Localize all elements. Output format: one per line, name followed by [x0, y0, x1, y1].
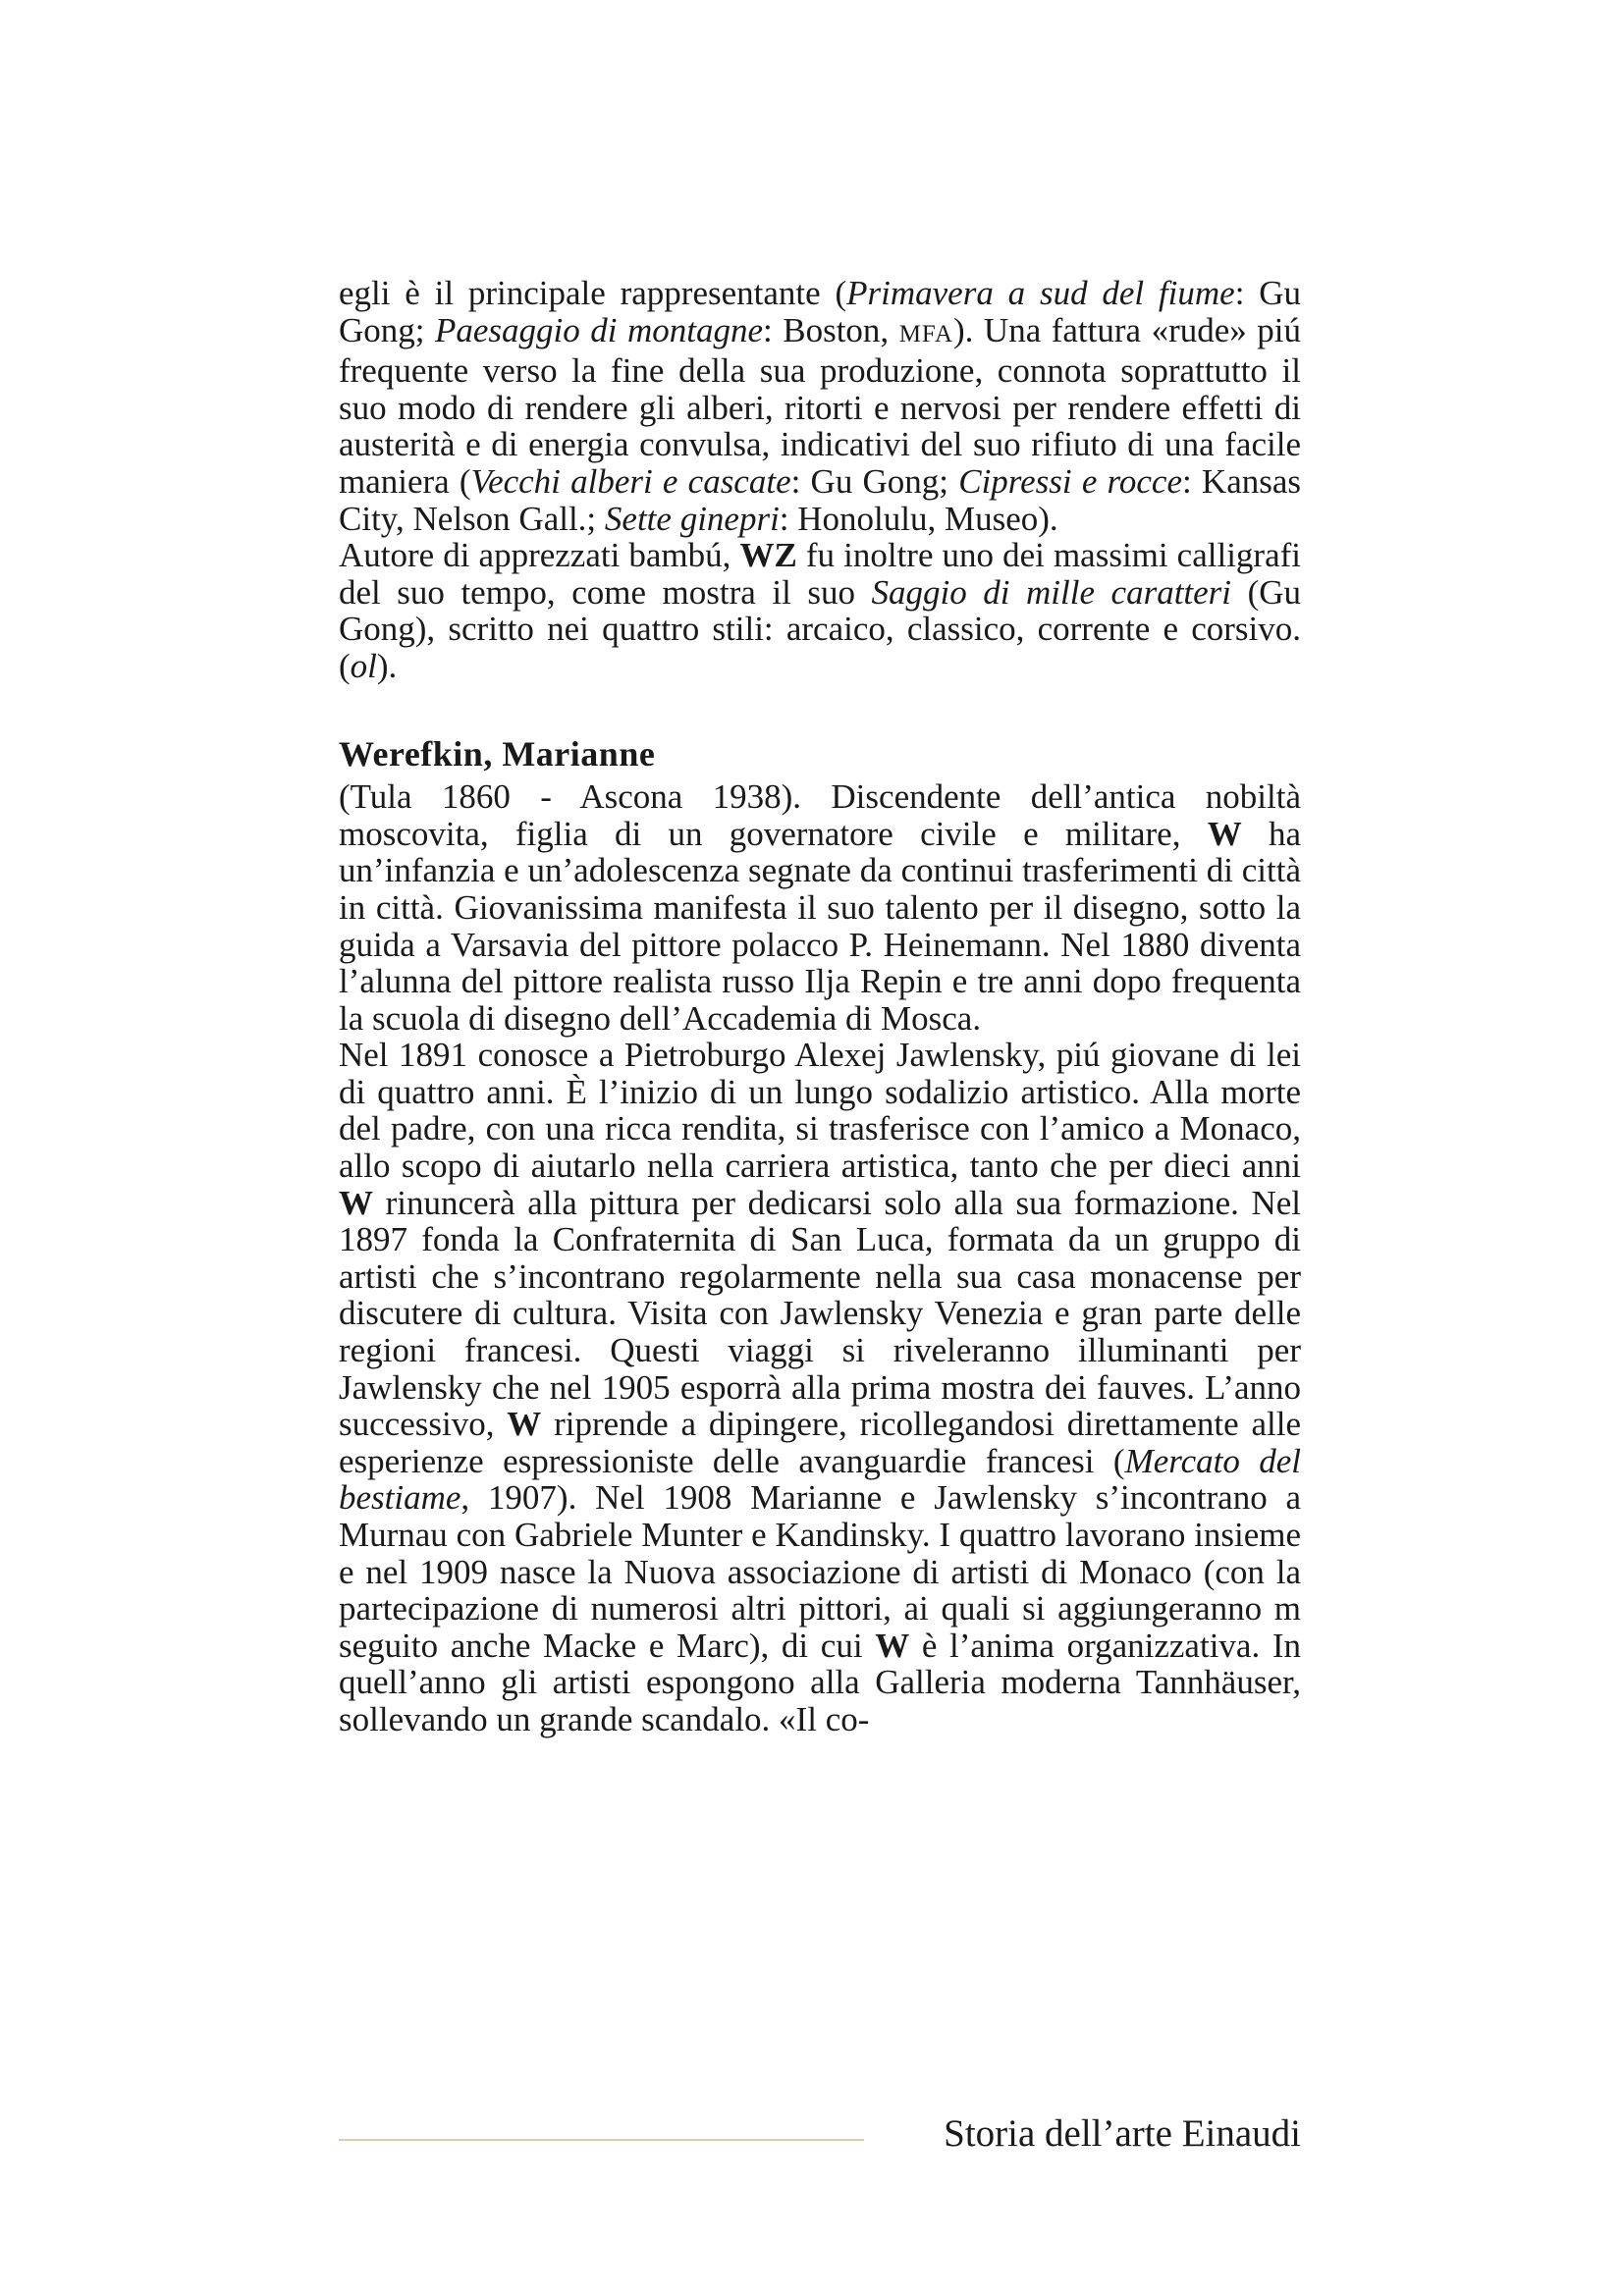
text: rinuncerà alla pittura per dedicarsi solo alla sua formazione. Nel 1897 fonda la Confraternita di San Luca, formata da un gruppo di artisti che s’incontrano regolarmente nella sua casa monacense per discutere di cultura. Visita con Jawlensky Venezia e gran parte delle regioni francesi. Questi viaggi si riveleranno illuminanti per Jawlensky che nel 1905 esporrà alla prima mostra dei fauves. L’anno successivo, [339, 1183, 1301, 1444]
footer-divider [339, 2139, 864, 2141]
author-abbreviation: W [339, 1183, 373, 1222]
text: ). Una fattura «rude» piú frequente verso la fine della sua produzione, connota soprattutto il suo modo di rendere gli alberi, ritorti e nervosi per rendere effetti di austerità e di energia convulsa, indicativi del suo rifiuto di una facile maniera ( [339, 310, 1301, 501]
artwork-title: Mercato del bestiame [339, 1441, 1301, 1518]
author-abbreviation: W [875, 1626, 910, 1665]
text: : Honolulu, Museo). [779, 499, 1058, 538]
text: ). [376, 646, 398, 685]
text: fu inoltre uno dei massimi calligrafi del suo tempo, come mostra il suo [339, 536, 1301, 612]
author-initials: ol [350, 646, 377, 685]
text: Nel 1891 conosce a Pietroburgo Alexej Jawlensky, piú giovane di lei di quattro anni. È l’inizio di un lungo sodalizio artistico. Alla morte del padre, con una ricca rendita, si trasferisce con l’amico a Monaco, allo scopo di aiutarlo nella carriera artistica, tanto che per dieci anni [339, 1036, 1301, 1186]
author-abbreviation: W [507, 1405, 542, 1444]
text: Autore di apprezzati bambú, [339, 536, 740, 575]
artwork-title: Sette ginepri [604, 499, 780, 538]
text: è l’anima organizzativa. In quell’anno gli artisti espongono alla Galleria moderna Tannhäuser, sollevando un grande scandalo. «Il co- [339, 1626, 1301, 1738]
paragraph-2 [339, 537, 1301, 684]
text: , 1907). Nel 1908 Marianne e Jawlensky s’incontrano a Murnau con Gabriele Munter e Kandinsky. I quattro lavorano insieme e nel 1909 nasce la Nuova associazione di artisti di Monaco (con la partecipazione di numerosi altri pittori, ai quali si aggiungeranno m seguito anche Macke e Marc), di cui [339, 1478, 1301, 1665]
author-abbreviation: WZ [739, 536, 797, 575]
text: egli è il principale rappresentante ( [339, 274, 847, 312]
paragraph-1 [339, 275, 1301, 537]
artwork-title: Paesaggio di montagne [435, 310, 764, 349]
text: (Gu Gong), scritto nei quattro stili: arcaico, classico, corrente e corsivo. ( [339, 572, 1301, 685]
text: : Boston, [763, 310, 899, 349]
artwork-title: Saggio di mille caratteri [871, 572, 1232, 612]
museum-abbreviation: MFA [898, 320, 954, 347]
text: ha un’infanzia e un’adolescenza segnate da continui trasferimenti di città in città. Giovanissima manifesta il suo talento per il disegno, sotto la guida a Varsavia del pittore polacco P. Heinemann. Nel 1880 diventa l’alunna del pittore realista russo Ilja Repin e tre anni dopo frequenta la scuola di disegno dell’Accademia di Mosca. [339, 814, 1301, 1038]
article-body [339, 275, 1301, 1738]
text: : Gu Gong; [339, 274, 1302, 349]
text: : Gu Gong; [790, 461, 959, 501]
artwork-title: Cipressi e rocce [958, 461, 1182, 501]
text: : Kansas City, Nelson Gall.; [339, 461, 1301, 538]
paragraph-4 [339, 1037, 1301, 1737]
artwork-title: Vecchi alberi e cascate [470, 461, 791, 501]
paragraph-3 [339, 778, 1301, 1037]
entry-heading: Werefkin, Marianne [339, 733, 656, 774]
author-abbreviation: W [1207, 814, 1242, 853]
text: riprende a dipingere, ricollegandosi direttamente alle esperienze espressioniste delle avanguardie francesi ( [339, 1405, 1301, 1480]
artwork-title: Primavera a sud del fiume [846, 274, 1235, 312]
text: (Tula 1860 - Ascona 1938). Discendente dell’antica nobiltà moscovita, figlia di un governatore civile e militare, [339, 777, 1301, 853]
footer-publication-title: Storia dell’arte Einaudi [944, 2112, 1301, 2155]
